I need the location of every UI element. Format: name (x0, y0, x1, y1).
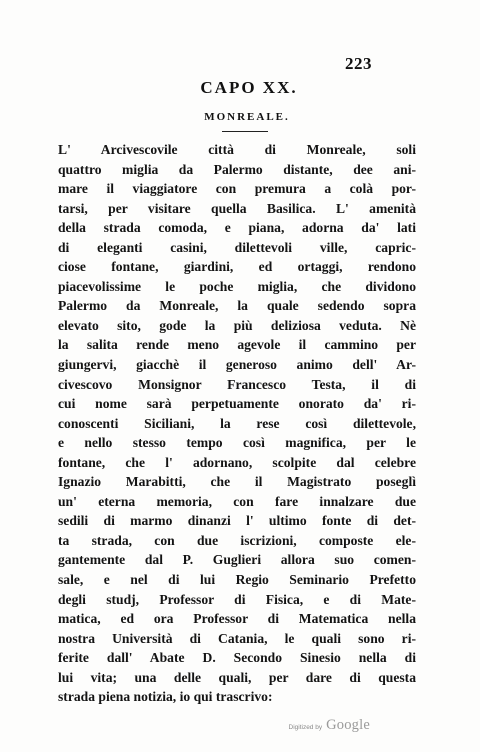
text-line: ta strada, con due iscrizioni, composte ele- (58, 532, 416, 548)
text-line: gantemente dal P. Guglieri allora suo comen- (58, 552, 416, 568)
text-line: della strada comoda, e piana, adorna da' lati (58, 220, 416, 236)
section-title: MONREALE. (204, 111, 290, 123)
text-line: matica, ed ora Professor di Matematica nella (58, 611, 416, 627)
chapter-title: CAPO XX. (200, 78, 298, 97)
text-line: ciose fontane, giardini, ed ortaggi, rendono (58, 259, 416, 275)
text-line: mare il viaggiatore con premura a colà por- (58, 181, 416, 197)
text-line: Ignazio Marabitti, che il Magistrato poseglì (58, 474, 416, 490)
text-line: giungervi, giacchè il generoso animo dell' Ar- (58, 357, 416, 373)
text-line: civescovo Monsignor Francesco Testa, il di (58, 376, 416, 392)
text-line: sedili di marmo dinanzi l' ultimo fonte di det- (58, 513, 416, 529)
text-line: fontane, che l' adornano, scolpite dal celebre (58, 454, 416, 470)
digitized-footer (289, 717, 371, 734)
text-line: cui nome sarà perpetuamente onorato da' ri- (58, 396, 416, 412)
text-line: e nello stesso tempo così magnifica, per le (58, 435, 416, 451)
google-logo: Google (326, 717, 370, 733)
text-line: di eleganti casini, dilettevoli ville, capric- (58, 239, 416, 255)
text-line: quattro miglia da Palermo distante, dee ani- (58, 161, 416, 177)
text-line: nostra Università di Catania, le quali sono ri- (58, 630, 416, 646)
section-divider (222, 131, 268, 132)
text-line: L' Arcivescovile città di Monreale, soli (58, 142, 416, 157)
text-line: lui vita; una delle quali, per dare di questa (58, 669, 416, 685)
text-line: ferite dall' Abate D. Secondo Sinesio nella di (58, 650, 416, 666)
digitized-by-label: Digitized by (288, 724, 323, 731)
text-line: un' eterna memoria, con fare innalzare due (58, 493, 416, 509)
text-line: sale, e nel di lui Regio Seminario Prefetto (58, 572, 416, 588)
text-line: strada piena notizia, io qui trascrivo: (58, 689, 273, 705)
page-number: 223 (345, 54, 372, 73)
text-line: la salita rende meno agevole il cammino per (58, 337, 416, 353)
text-line: conoscenti Siciliani, la rese così dilettevole, (58, 415, 416, 431)
text-line: tarsi, per visitare quella Basilica. L' amenità (58, 200, 416, 216)
text-line: elevato sito, gode la più deliziosa veduta. Nè (58, 317, 416, 333)
body-text (58, 140, 416, 707)
text-line: Palermo da Monreale, la quale sedendo sopra (58, 298, 416, 314)
text-line: degli studj, Professor di Fisica, e di Mate- (58, 591, 416, 607)
text-line: piacevolissime le poche miglia, che dividono (58, 278, 416, 294)
